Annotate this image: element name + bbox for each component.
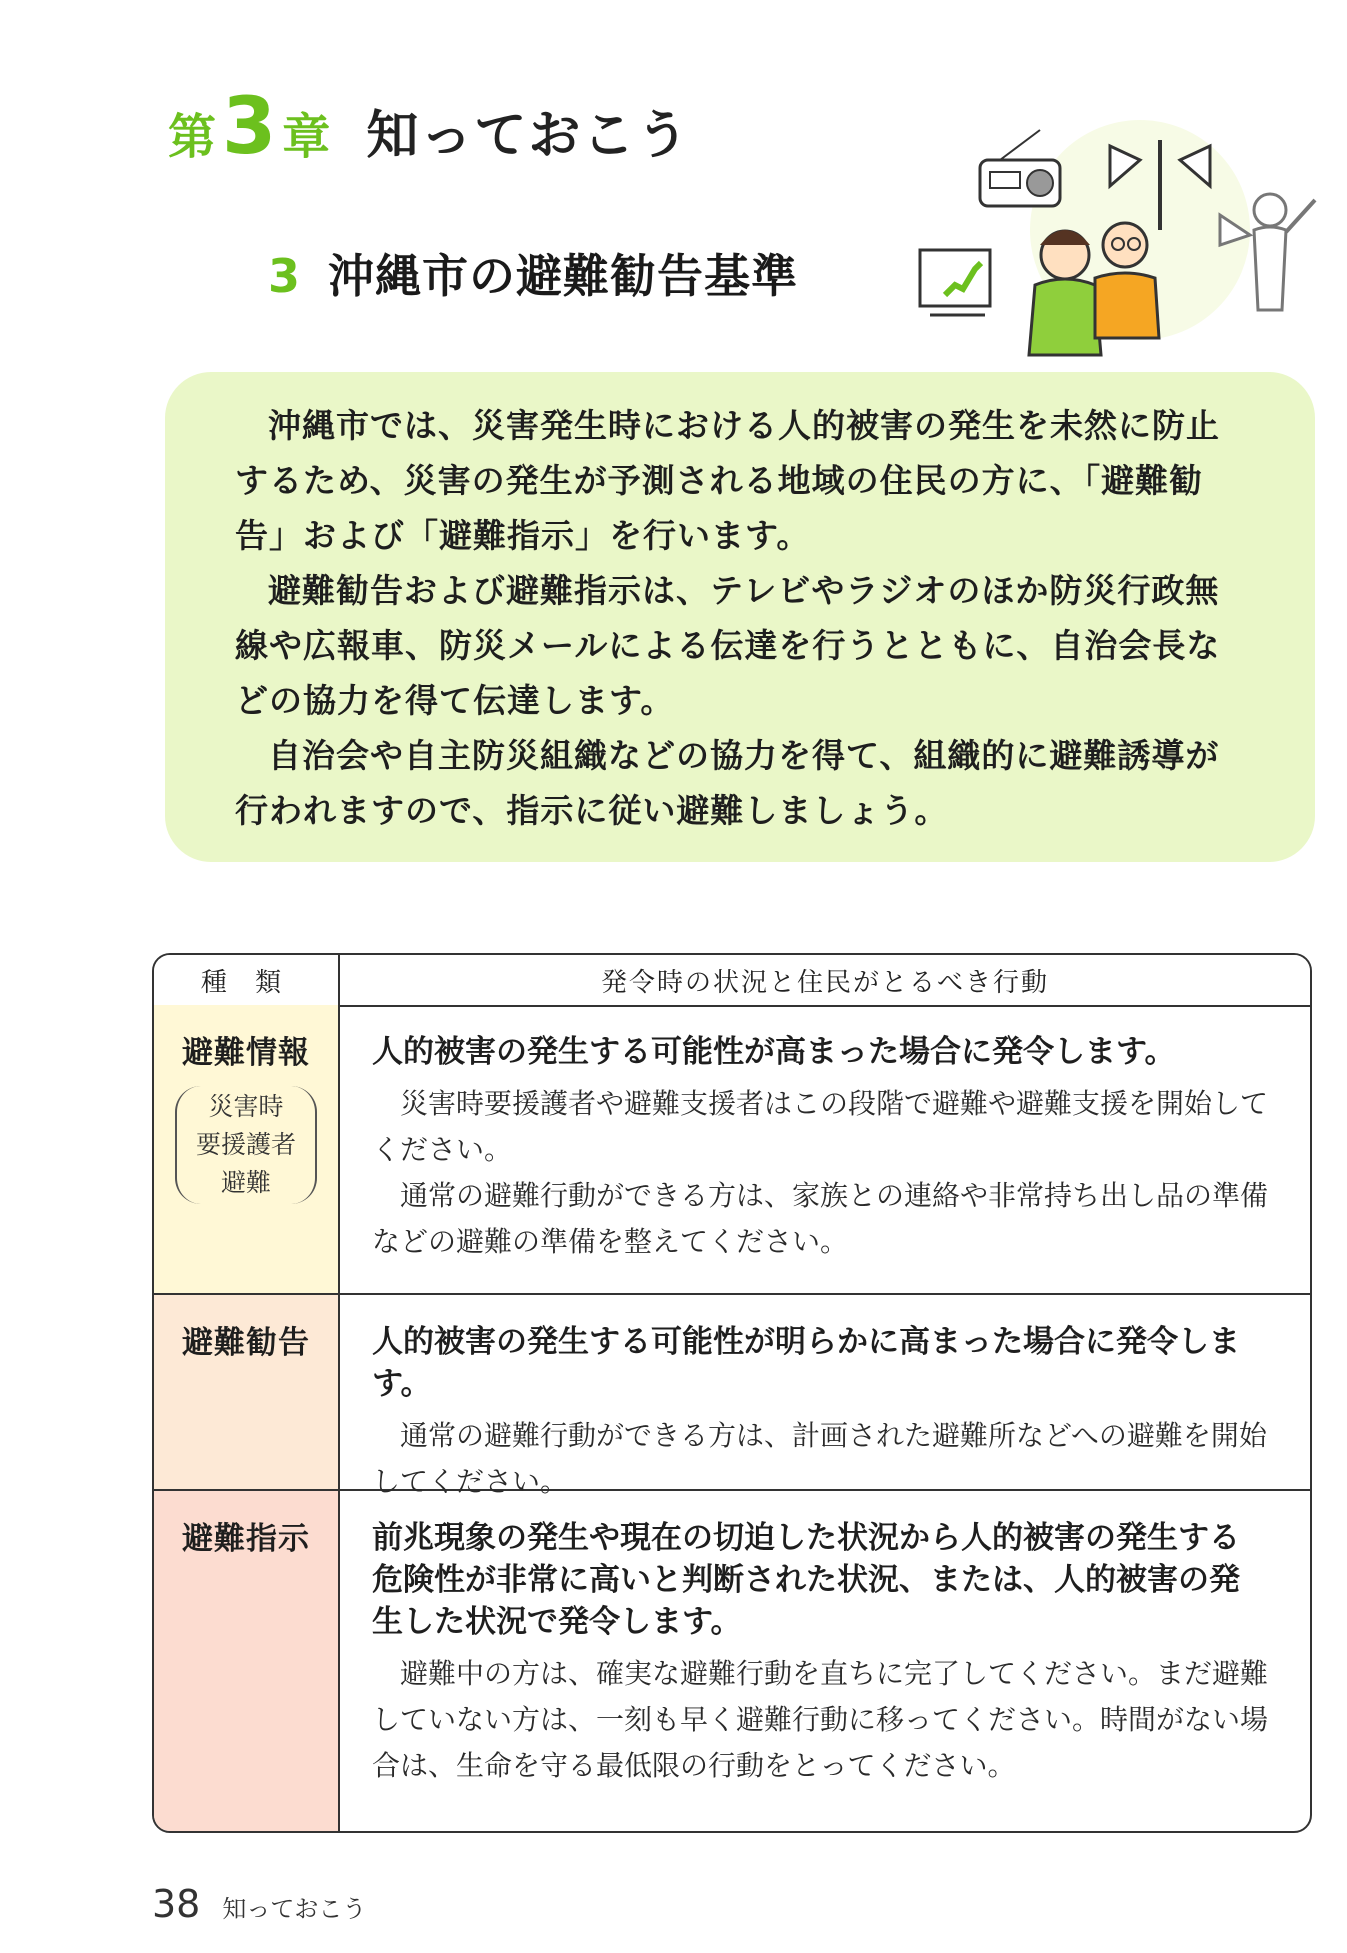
- row-text: 災害時要援護者や避難支援者はこの段階で避難や避難支援を開始してください。: [372, 1087, 1269, 1166]
- chapter-heading: [168, 82, 691, 172]
- row-body: [340, 1005, 1310, 1293]
- row-lead: 人的被害の発生する可能性が高まった場合に発令します。: [372, 1034, 1176, 1070]
- chapter-suffix: 章: [282, 109, 331, 165]
- intro-paragraph-1: 沖縄市では、災害発生時における人的被害の発生を未然に防止するため、災害の発生が予測される地域の住民の方に、「避難勧告」および「避難指示」を行います。: [235, 406, 1220, 555]
- chapter-prefix: 第: [168, 109, 217, 165]
- header-type: 種 類: [154, 955, 340, 1005]
- intro-box: [165, 372, 1315, 862]
- section-heading: [268, 240, 798, 306]
- row-text: 避難中の方は、確実な避難行動を直ちに完了してください。まだ避難していない方は、一刻も早く避難行動に移ってください。時間がない場合は、生命を守る最低限の行動をとってください。: [372, 1657, 1269, 1782]
- row-type-cell: [154, 1295, 340, 1489]
- type-name: 避難情報: [182, 1035, 310, 1071]
- type-subnote: [175, 1086, 317, 1204]
- subnote-line: 災害時: [208, 1092, 284, 1121]
- row-text: 通常の避難行動ができる方は、家族との連絡や非常持ち出し品の準備などの避難の準備を整えてください。: [372, 1179, 1269, 1258]
- intro-paragraph-2: 避難勧告および避難指示は、テレビやラジオのほか防災行政無線や広報車、防災メールによる伝達を行うとともに、自治会長などの協力を得て伝達します。: [235, 571, 1221, 720]
- tv-map-icon: [920, 250, 990, 315]
- row-body: [340, 1295, 1310, 1498]
- table-row-evacuation-order: [154, 1491, 1310, 1833]
- row-type-cell: [154, 1491, 340, 1833]
- row-text: 通常の避難行動ができる方は、計画された避難所などへの避難を開始してください。: [372, 1419, 1267, 1498]
- type-name: 避難指示: [182, 1521, 310, 1557]
- table-header: [154, 955, 1310, 1007]
- subnote-line: 避難: [220, 1168, 271, 1197]
- intro-paragraph-3: 自治会や自主防災組織などの協力を得て、組織的に避難誘導が行われますので、指示に従い避難しましょう。: [235, 736, 1220, 830]
- page-footer: [152, 1882, 366, 1926]
- chapter-title: 知っておこう: [366, 106, 691, 166]
- subnote-line: 要援護者: [195, 1130, 296, 1159]
- page-footer-label: 知っておこう: [222, 1895, 367, 1923]
- row-body: [340, 1491, 1310, 1833]
- section-number: 3: [268, 249, 301, 303]
- section-title: 沖縄市の避難勧告基準: [328, 249, 799, 303]
- table-row-evacuation-advisory: [154, 1295, 1310, 1498]
- row-lead: 前兆現象の発生や現在の切迫した状況から人的被害の発生する危険性が非常に高いと判断された状況、または、人的被害の発生した状況で発令します。: [372, 1520, 1240, 1640]
- type-name: 避難勧告: [182, 1325, 310, 1361]
- chapter-number: 3: [222, 82, 277, 172]
- page-number: 38: [152, 1882, 201, 1926]
- row-lead: 人的被害の発生する可能性が明らかに高まった場合に発令します。: [372, 1324, 1240, 1402]
- evacuation-criteria-table: [152, 953, 1312, 1833]
- table-row-evacuation-info: [154, 1005, 1310, 1295]
- row-type-cell: [154, 1005, 340, 1293]
- radio-icon: [980, 130, 1060, 206]
- header-action: 発令時の状況と住民がとるべき行動: [600, 967, 1049, 998]
- disaster-info-illustration: [890, 120, 1330, 380]
